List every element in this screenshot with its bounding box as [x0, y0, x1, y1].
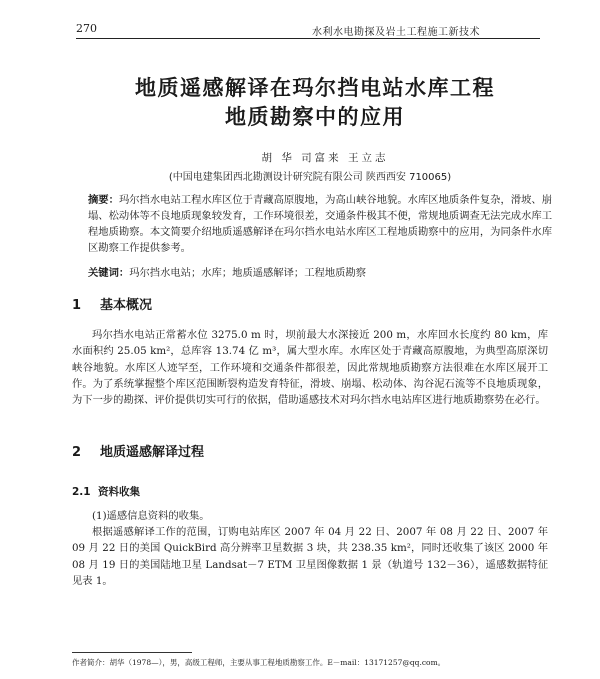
- section-number: 2: [72, 445, 82, 460]
- footnote-divider: [72, 652, 192, 653]
- paper-title-line-1: 地质遥感解译在玛尔挡电站水库工程: [135, 76, 495, 100]
- journal-title: 水利水电勘探及岩土工程施工新技术: [312, 27, 480, 38]
- subsection-item-1: (1)遥感信息资料的收集。: [92, 510, 210, 522]
- abstract-label: 摘要：: [88, 194, 119, 206]
- subsection-heading: [72, 484, 140, 499]
- subsection-paragraph: 根据遥感解译工作的范围，订购电站库区 2007 年 04 月 22 日、2007 年 08 月 22 日、2007 年 09 月 22 日的美国 QuickBird 高分辨率卫星数据 3 块，共 238.35 km²，同时还收集了该区 2000 年 08 月 19 日的美国陆地卫星 Landsat－7 ETM 卫星图像数据 1 景（轨道号 132－36），遥感数据特征见表 1。: [72, 526, 548, 587]
- subsection-title: 资料收集: [98, 486, 140, 498]
- affiliation: (中国电建集团西北勘测设计研究院有限公司 陕西西安 710065): [168, 172, 452, 183]
- authors: 胡 华 司富来 王立志: [261, 152, 389, 164]
- keywords-label: 关键词：: [88, 267, 130, 279]
- section-number: 1: [72, 298, 82, 313]
- abstract-text: 玛尔挡水电站工程水库区位于青藏高原腹地，为高山峡谷地貌。水库区地质条件复杂，滑坡、崩塌、松动体等不良地质现象较发育，工作环境很差，交通条件极其不便，常规地质调查无法完成水库工程地质勘察。本文简要介绍地质遥感解译在玛尔挡水电站水库区工程地质勘察中的应用，为同条件水库区勘察工作提供参考。: [88, 194, 553, 254]
- section-title: 基本概况: [100, 298, 153, 313]
- section-heading-1: [72, 294, 152, 313]
- section-title: 地质遥感解译过程: [100, 445, 205, 460]
- section-1-paragraph: 玛尔挡水电站正常蓄水位 3275.0 m 时，坝前最大水深接近 200 m，水库回水长度约 80 km，库水面积约 25.05 km²，总库容 13.74 亿 m³，属大型水库。水库区处于青藏高原腹地，为典型高原深切峡谷地貌。水库区人迹罕至，工作环境和交通条件都很差，因此常规地质勘察方法很难在水库区展开工作。为了系统掌握整个库区范围断裂构造发育特征，滑坡、崩塌、松动体、沟谷泥石流等不良地质现象，为下一步的勘探、评价提供切实可行的依据，借助遥感技术对玛尔挡水电站库区进行地质勘察势在必行。: [72, 329, 548, 407]
- keywords-text: 玛尔挡水电站；水库；地质遥感解译；工程地质勘察: [129, 267, 367, 279]
- paper-title-line-2: 地质勘察中的应用: [225, 105, 405, 129]
- section-heading-2: [72, 441, 204, 460]
- running-header: [76, 22, 540, 39]
- page-number: 270: [76, 22, 97, 35]
- subsection-number: 2.1: [72, 486, 91, 498]
- abstract: [88, 192, 552, 256]
- author-footnote: 作者简介：胡华（1978—），男，高级工程师，主要从事工程地质勘察工作。E－mail：13171257@qq.com。: [72, 658, 446, 667]
- keywords: [88, 265, 552, 281]
